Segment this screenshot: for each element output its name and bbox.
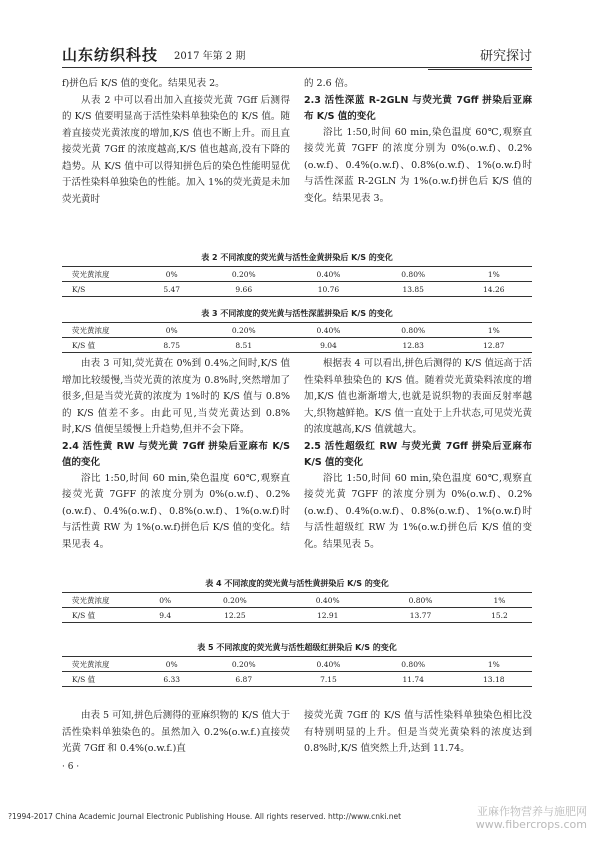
left-column-top [62,76,290,208]
table-cell: 1% [456,323,532,338]
watermark-url: www.fibercrops.com [475,818,587,831]
table-cell: 1% [456,267,532,282]
table-cell: 荧光黄浓度 [62,657,142,672]
table-5 [62,656,532,687]
table-cell: 9.4 [142,608,188,623]
table-3 [62,322,532,353]
left-column-middle [62,356,290,553]
table-cell: 0% [142,593,188,608]
table-cell: 13.85 [371,282,456,297]
table-cell: 0.40% [286,657,371,672]
table-2 [62,266,532,297]
table-header-row [62,657,532,672]
table-cell: 8.51 [201,338,286,353]
paragraph: 由表 3 可知,荧光黄在 0%到 0.4%之间时,K/S 值增加比较缓慢,当荧光黄的浓度为 0.8%时,突然增加了很多,但是当荧光黄的浓度为 1%时的 K/S 值与 0.8%的 K/S 值差不多。由此可见,当荧光黄达到 0.8%时,K/S 值便呈缓慢上升趋势,但并不会下降。 [62,358,290,435]
table-4-caption: 表 4 不同浓度的荧光黄与活性黄拼染后 K/S 的变化 [205,579,389,588]
table-cell: 7.15 [286,672,371,687]
table-cell: 0.80% [371,657,456,672]
table-cell: 10.76 [286,282,371,297]
table-header-row [62,323,532,338]
page-header [62,44,532,68]
table-cell: 0.40% [281,593,374,608]
paragraph: 浴比 1:50,时间 60 min,染色温度 60℃,观察直接荧光黄 7GFF 的浓度分别为 0%(o.w.f)、0.2%(o.w.f)、0.4%(o.w.f)、0.8%(o.w.f)、1%(o.w.f)时与活性超级红 RW 为 1%(o.w.f)拼色后 K/S 值的变化。结果见表 5。 [304,472,532,550]
paragraph: 由表 5 可知,拼色后测得的亚麻织物的 K/S 值大于活性染料单独染色的。虽然加入 0.2%(o.w.f.)直接荧光黄 7Gff 和 0.4%(o.w.f.)直 [62,710,290,754]
table-header-row [62,593,532,608]
table-2-caption: 表 2 不同浓度的荧光黄与活性金黄拼染后 K/S 的变化 [201,253,393,262]
table-cell: 0.80% [374,593,467,608]
table-cell: 14.26 [456,282,532,297]
table-cell: 5.47 [142,282,201,297]
table-row [62,282,532,297]
section-heading-2-4: 2.4 活性黄 RW 与荧光黄 7Gff 拼染后亚麻布 K/S 值的变化 [62,440,290,468]
table-cell: K/S 值 [62,338,142,353]
table-cell: 1% [456,657,532,672]
table-cell: 1% [467,593,532,608]
table-cell: 0.20% [201,323,286,338]
table-cell: 12.91 [281,608,374,623]
section-title: 研究探讨 [479,49,532,64]
watermark-line: 亚麻作物营养与施肥网 [477,805,587,818]
table-cell: 0.40% [286,267,371,282]
table-cell: 6.33 [142,672,201,687]
right-column-middle [304,356,532,553]
table-cell: K/S 值 [62,608,142,623]
table-cell: 6.87 [201,672,286,687]
paragraph: 的 2.6 倍。 [304,78,354,89]
table-cell: 0% [142,267,201,282]
table-header-row [62,267,532,282]
page-number: · 6 · [62,762,80,772]
right-column-top [304,76,532,207]
paragraph: 根据表 4 可以看出,拼色后测得的 K/S 值远高于活性染料单独染色的 K/S 值。随着荧光黄染料浓度的增加,K/S 值也渐渐增大,也就是说织物的表面反射率越大,织物越鲜艳。K/S 值一直处于上升状态,可见荧光黄的浓度越高,K/S 值就越大。 [304,358,532,435]
table-3-caption: 表 3 不同浓度的荧光黄与活性深蓝拼染后 K/S 的变化 [201,309,393,318]
section-heading-2-3: 2.3 活性深蓝 R-2GLN 与荧光黄 7Gff 拼染后亚麻布 K/S 值的变化 [304,94,532,122]
table-cell: 11.74 [371,672,456,687]
left-column-bottom [62,708,290,758]
table-cell: 0% [142,657,201,672]
table-cell: 0% [142,323,201,338]
paragraph: 浴比 1:50,时间 60 min,染色温度 60℃,观察直接荧光黄 7GFF 的浓度分别为 0%(o.w.f)、0.2%(o.w.f)、0.4%(o.w.f)、0.8%(o.w.f)、1%(o.w.f)时与活性深蓝 R-2GLN 为 1%(o.w.f)拼色后 K/S 值的变化。结果见表 3。 [304,126,532,204]
header-rule [62,67,532,68]
right-column-bottom [304,708,532,758]
table-cell: 0.20% [201,657,286,672]
table-cell: 9.66 [201,282,286,297]
table-cell: 8.75 [142,338,201,353]
table-row [62,672,532,687]
table-cell: 13.77 [374,608,467,623]
table-row [62,338,532,353]
paragraph: f)拼色后 K/S 值的变化。结果见表 2。 [62,78,225,89]
table-cell: K/S [62,282,142,297]
table-cell: 0.40% [286,323,371,338]
table-cell: 0.80% [371,323,456,338]
table-5-caption: 表 5 不同浓度的荧光黄与活性超级红拼染后 K/S 的变化 [197,643,397,652]
issue-label: 2017 年第 2 期 [174,51,246,62]
paragraph: 浴比 1:50,时间 60 min,染色温度 60℃,观察直接荧光黄 7GFF 的浓度分别为 0%(o.w.f)、0.2%(o.w.f)、0.4%(o.w.f)、0.8%(o.w.f)、1%(o.w.f)时与活性黄 RW 为 1%(o.w.f)拼色后 K/S 值的变化。结果见表 4。 [62,472,290,550]
journal-title: 山东纺织科技 [62,46,159,64]
table-4 [62,592,532,623]
paragraph: 接荧光黄 7Gff 的 K/S 值与活性染料单独染色相比没有特别明显的上升。但是当荧光黄染料的浓度达到 0.8%时,K/S 值突然上升,达到 11.74。 [304,710,532,754]
copyright-footer: ?1994-2017 China Academic Journal Electronic Publishing House. All rights reserved. http://www.cnki.net [8,812,402,821]
header-rule-secondary [428,69,532,70]
table-cell: K/S 值 [62,672,142,687]
table-row [62,608,532,623]
table-cell: 15.2 [467,608,532,623]
table-cell: 0.80% [371,267,456,282]
table-cell: 13.18 [456,672,532,687]
table-cell: 荧光黄浓度 [62,323,142,338]
watermark [476,805,587,831]
table-cell: 0.20% [201,267,286,282]
table-cell: 12.87 [456,338,532,353]
table-cell: 12.25 [188,608,281,623]
paragraph: 从表 2 中可以看出加入直接荧光黄 7Gff 后测得的 K/S 值要明显高于活性染料单独染色的 K/S 值。随着直接荧光黄浓度的增加,K/S 值也不断上升。而且直接荧光黄 7Gff 的浓度越高,K/S 值也越高,没有下降的趋势。从 K/S 值中可以得知拼色后的染色性能明显优于活性染料单独染色的性能。加入 1%的荧光黄是未加荧光黄时 [62,94,290,205]
table-cell: 荧光黄浓度 [62,593,142,608]
section-heading-2-5: 2.5 活性超级红 RW 与荧光黄 7Gff 拼染后亚麻布 K/S 值的变化 [304,440,532,468]
table-cell: 12.83 [371,338,456,353]
table-cell: 0.20% [188,593,281,608]
table-cell: 9.04 [286,338,371,353]
table-cell: 荧光黄浓度 [62,267,142,282]
